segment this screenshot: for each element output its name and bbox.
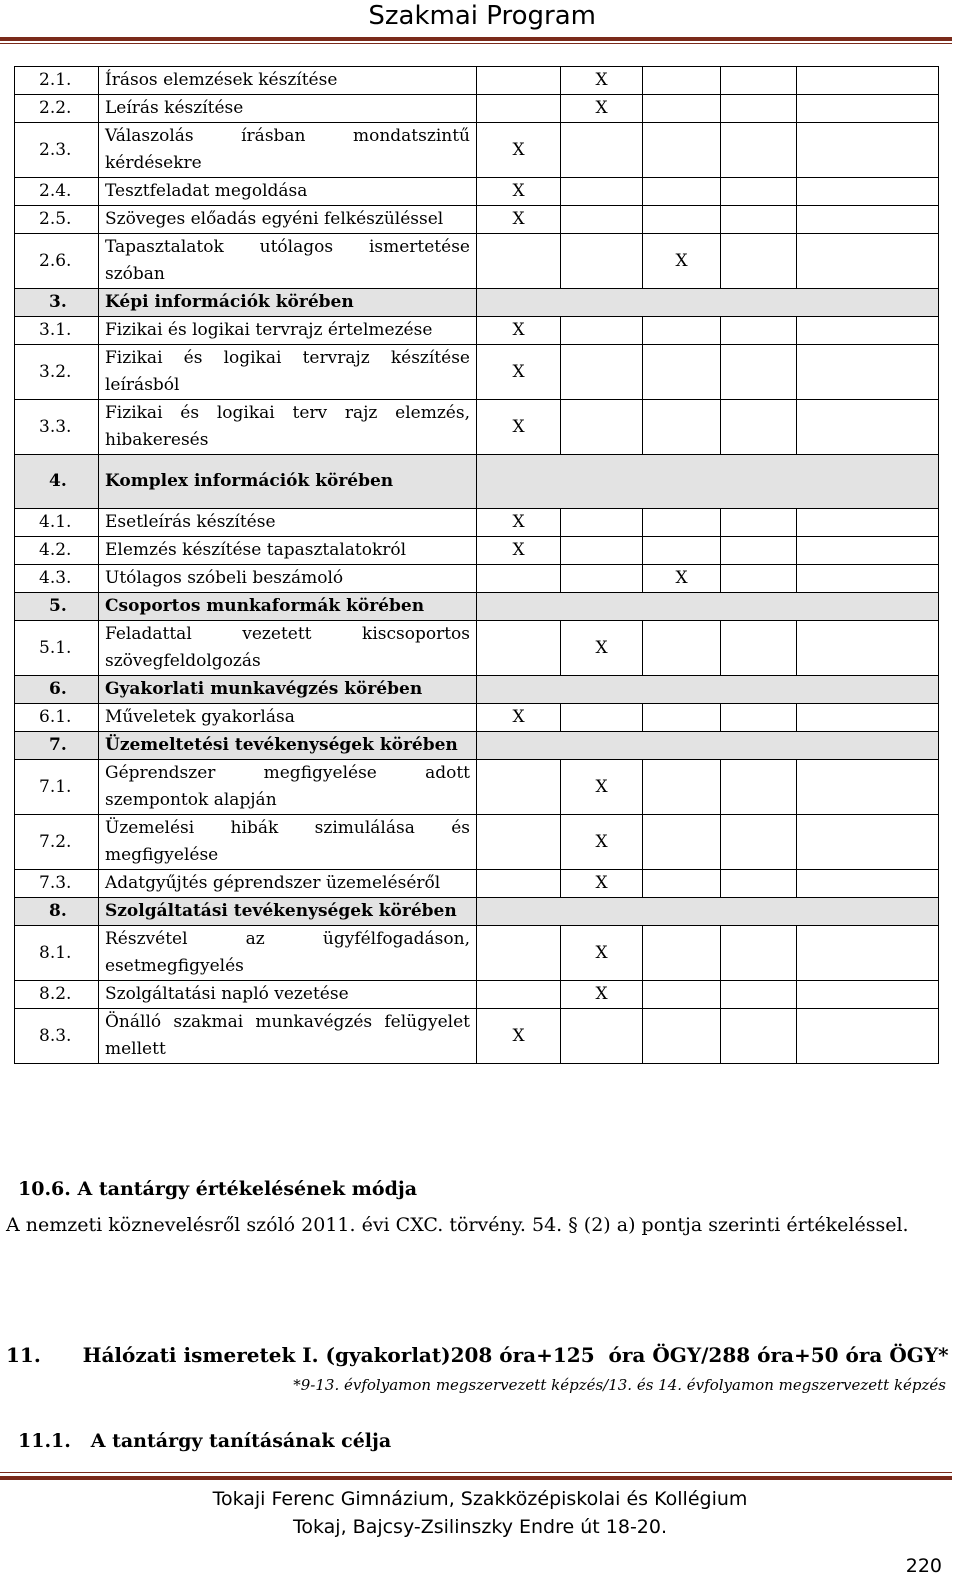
empty-cell [797,537,939,565]
mark-cell-c1 [477,815,561,870]
mark-cell-c1 [477,95,561,123]
table-row [15,178,939,206]
mark-cell-c1: X [477,178,561,206]
section-title: Gyakorlati munkavégzés körében [99,676,477,704]
mark-cell-c2: X [561,621,643,676]
section-title: Komplex információk körében [99,455,477,509]
table-row [15,234,939,289]
empty-cell [721,123,797,178]
empty-cell [721,981,797,1009]
page-header [0,0,958,36]
mark-cell-c1: X [477,123,561,178]
section-11-1-heading: 11.1. A tantárgy tanításának célja [18,1430,392,1452]
row-number: 7.3. [15,870,99,898]
mark-cell-c1: X [477,509,561,537]
row-number: 2.3. [15,123,99,178]
activity-description: Géprendszer megfigyelése adott szempontok alapján [99,760,477,815]
footer-rule [0,1476,952,1480]
table-row [15,317,939,345]
empty-cell [797,815,939,870]
table-row [15,760,939,815]
empty-cell [721,95,797,123]
mark-cell-c2 [561,1009,643,1064]
page-number: 220 [905,1555,942,1577]
row-number: 5. [15,593,99,621]
table-row [15,509,939,537]
mark-cell-c1 [477,234,561,289]
mark-cell-c2 [561,345,643,400]
activity-description: Utólagos szóbeli beszámoló [99,565,477,593]
activity-description: Műveletek gyakorlása [99,704,477,732]
activity-description: Önálló szakmai munkavégzés felügyelet mellett [99,1009,477,1064]
mark-cell-c1: X [477,537,561,565]
header-rule [0,37,952,41]
activity-description: Elemzés készítése tapasztalatokról [99,537,477,565]
mark-cell-c1 [477,67,561,95]
mark-cell-c2 [561,206,643,234]
section-fill [477,898,939,926]
section-row [15,455,939,509]
table-row [15,1009,939,1064]
empty-cell [721,234,797,289]
row-number: 4.3. [15,565,99,593]
mark-cell-c2 [561,537,643,565]
row-number: 6. [15,676,99,704]
row-number: 3. [15,289,99,317]
row-number: 2.5. [15,206,99,234]
section-fill [477,289,939,317]
section-fill [477,455,939,509]
mark-cell-c3 [643,815,721,870]
table-row [15,95,939,123]
activity-description: Szöveges előadás egyéni felkészüléssel [99,206,477,234]
mark-cell-c2: X [561,926,643,981]
footer-address: Tokaj, Bajcsy-Zsilinszky Endre út 18-20. [292,1516,668,1538]
empty-cell [797,981,939,1009]
mark-cell-c2 [561,178,643,206]
mark-cell-c1 [477,926,561,981]
section-title: Csoportos munkaformák körében [99,593,477,621]
empty-cell [797,95,939,123]
empty-cell [797,123,939,178]
header-title: Szakmai Program [368,1,596,31]
activity-description: Fizikai és logikai tervrajz értelmezése [99,317,477,345]
row-number: 2.6. [15,234,99,289]
mark-cell-c2: X [561,760,643,815]
empty-cell [797,621,939,676]
mark-cell-c3 [643,400,721,455]
mark-cell-c3 [643,95,721,123]
mark-cell-c3 [643,926,721,981]
footer-school-name: Tokaji Ferenc Gimnázium, Szakközépiskolai és Kollégium [212,1488,748,1510]
row-number: 2.4. [15,178,99,206]
mark-cell-c3 [643,621,721,676]
section-11-note: *9-13. évfolyamon megszervezett képzés/13. és 14. évfolyamon megszervezett képzés [293,1376,946,1394]
table-row [15,67,939,95]
empty-cell [721,345,797,400]
header-rule-thin [0,43,952,44]
empty-cell [797,870,939,898]
mark-cell-c3 [643,760,721,815]
mark-cell-c3 [643,123,721,178]
table-row [15,870,939,898]
mark-cell-c1 [477,870,561,898]
empty-cell [721,178,797,206]
mark-cell-c3 [643,178,721,206]
activity-description: Részvétel az ügyfélfogadáson, esetmegfigyelés [99,926,477,981]
table-row [15,565,939,593]
table-body [15,67,939,1064]
mark-cell-c2 [561,317,643,345]
row-number: 4. [15,455,99,509]
mark-cell-c3 [643,704,721,732]
mark-cell-c3 [643,345,721,400]
row-number: 8.3. [15,1009,99,1064]
row-number: 3.2. [15,345,99,400]
mark-cell-c3 [643,870,721,898]
empty-cell [797,509,939,537]
row-number: 5.1. [15,621,99,676]
mark-cell-c3: X [643,234,721,289]
row-number: 4.2. [15,537,99,565]
mark-cell-c1 [477,981,561,1009]
section-title: Képi információk körében [99,289,477,317]
section-row [15,289,939,317]
activity-description: Válaszolás írásban mondatszintű kérdésekre [99,123,477,178]
row-number: 6.1. [15,704,99,732]
mark-cell-c3 [643,206,721,234]
row-number: 2.2. [15,95,99,123]
empty-cell [721,1009,797,1064]
mark-cell-c1 [477,565,561,593]
mark-cell-c1: X [477,704,561,732]
section-row [15,676,939,704]
activity-description: Fizikai és logikai terv rajz elemzés, hibakeresés [99,400,477,455]
empty-cell [721,317,797,345]
empty-cell [721,926,797,981]
mark-cell-c2 [561,234,643,289]
empty-cell [721,815,797,870]
table-row [15,926,939,981]
mark-cell-c2: X [561,815,643,870]
empty-cell [721,565,797,593]
empty-cell [797,345,939,400]
mark-cell-c1: X [477,345,561,400]
mark-cell-c2 [561,704,643,732]
mark-cell-c3 [643,67,721,95]
mark-cell-c1 [477,621,561,676]
mark-cell-c2 [561,509,643,537]
table-row [15,704,939,732]
activity-description: Adatgyűjtés géprendszer üzemeléséről [99,870,477,898]
activity-description: Feladattal vezetett kiscsoportos szövegfeldolgozás [99,621,477,676]
table-row [15,123,939,178]
mark-cell-c2 [561,123,643,178]
mark-cell-c3 [643,537,721,565]
table-row [15,400,939,455]
table-row [15,621,939,676]
empty-cell [721,621,797,676]
section-11-heading: 11. Hálózati ismeretek I. (gyakorlat)208 óra+125 óra ÖGY/288 óra+50 óra ÖGY* [6,1343,949,1367]
row-number: 7. [15,732,99,760]
section-title: Üzemeltetési tevékenységek körében [99,732,477,760]
empty-cell [797,206,939,234]
mark-cell-c2: X [561,95,643,123]
row-number: 2.1. [15,67,99,95]
mark-cell-c3 [643,981,721,1009]
section-fill [477,732,939,760]
table-row [15,206,939,234]
activity-description: Szolgáltatási napló vezetése [99,981,477,1009]
empty-cell [797,926,939,981]
mark-cell-c1: X [477,317,561,345]
empty-cell [721,870,797,898]
section-title: Szolgáltatási tevékenységek körében [99,898,477,926]
section-10-6-body: A nemzeti köznevelésről szóló 2011. évi CXC. törvény. 54. § (2) a) pontja szerinti értékeléssel. [6,1214,909,1236]
empty-cell [797,178,939,206]
empty-cell [797,704,939,732]
mark-cell-c2: X [561,67,643,95]
mark-cell-c3 [643,317,721,345]
empty-cell [797,67,939,95]
table-row [15,815,939,870]
empty-cell [797,565,939,593]
table-row [15,981,939,1009]
empty-cell [721,509,797,537]
empty-cell [721,760,797,815]
footer-rule-thin [0,1472,952,1473]
section-row [15,593,939,621]
mark-cell-c3 [643,1009,721,1064]
mark-cell-c3: X [643,565,721,593]
row-number: 8.2. [15,981,99,1009]
activity-description: Fizikai és logikai tervrajz készítése leírásból [99,345,477,400]
section-row [15,732,939,760]
activity-description: Üzemelési hibák szimulálása és megfigyelése [99,815,477,870]
empty-cell [797,760,939,815]
empty-cell [721,206,797,234]
empty-cell [721,704,797,732]
mark-cell-c1: X [477,1009,561,1064]
mark-cell-c2: X [561,870,643,898]
mark-cell-c1 [477,760,561,815]
mark-cell-c2 [561,565,643,593]
row-number: 7.2. [15,815,99,870]
section-row [15,898,939,926]
activity-description: Tesztfeladat megoldása [99,178,477,206]
activity-description: Írásos elemzések készítése [99,67,477,95]
empty-cell [721,537,797,565]
mark-cell-c1: X [477,400,561,455]
mark-cell-c2: X [561,981,643,1009]
empty-cell [797,400,939,455]
empty-cell [721,67,797,95]
empty-cell [721,400,797,455]
section-fill [477,676,939,704]
row-number: 8. [15,898,99,926]
section-10-6-heading: 10.6. A tantárgy értékelésének módja [18,1178,418,1200]
mark-cell-c2 [561,400,643,455]
row-number: 3.1. [15,317,99,345]
row-number: 7.1. [15,760,99,815]
empty-cell [797,234,939,289]
activity-description: Tapasztalatok utólagos ismertetése szóban [99,234,477,289]
row-number: 4.1. [15,509,99,537]
activity-table [14,66,939,1064]
row-number: 8.1. [15,926,99,981]
empty-cell [797,317,939,345]
empty-cell [797,1009,939,1064]
mark-cell-c3 [643,509,721,537]
activity-description: Leírás készítése [99,95,477,123]
table-row [15,537,939,565]
mark-cell-c1: X [477,206,561,234]
activity-description: Esetleírás készítése [99,509,477,537]
table-row [15,345,939,400]
section-fill [477,593,939,621]
row-number: 3.3. [15,400,99,455]
